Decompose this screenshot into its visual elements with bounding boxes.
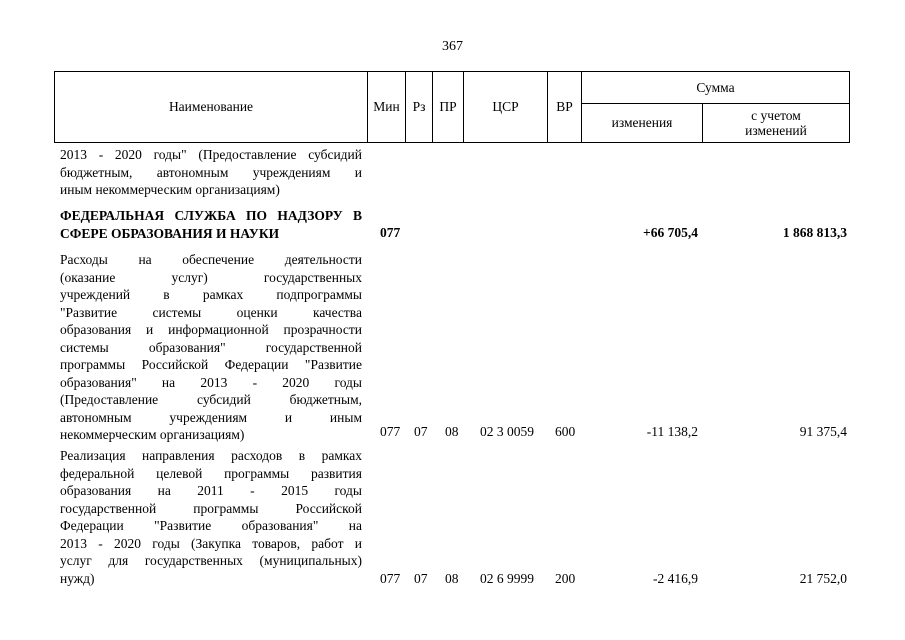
name-line: программы Российской Федерации "Развитие <box>60 357 362 372</box>
name-line: учреждений в рамках подпрограммы <box>60 287 362 302</box>
name-line: некоммерческим организациям) <box>60 427 245 442</box>
row-2-pr: 08 <box>445 424 459 439</box>
name-line: бюджетным, автономным учреждениям и <box>60 164 362 180</box>
page-number: 367 <box>442 39 463 54</box>
table-row-0-name <box>60 146 362 199</box>
row-3-csr: 02 6 9999 <box>480 571 534 586</box>
name-line: (оказание услуг) государственных <box>60 269 362 285</box>
header-pr: ПР <box>433 72 464 142</box>
name-line: Федерации "Развитие образования" на <box>60 518 362 533</box>
name-line: СФЕРЕ ОБРАЗОВАНИЯ И НАУКИ <box>60 225 280 241</box>
name-line: автономным учреждениям и иным <box>60 409 362 425</box>
name-line: системы образования" государственной <box>60 339 362 355</box>
table-header <box>54 71 850 143</box>
name-line: ФЕДЕРАЛЬНАЯ СЛУЖБА ПО НАДЗОРУ В <box>60 208 362 223</box>
header-csr: ЦСР <box>464 72 548 142</box>
header-name: Наименование <box>55 72 368 142</box>
header-with-change-label: с учетом изменений <box>745 107 807 138</box>
table-row-1-name <box>60 207 362 242</box>
header-sum: Сумма <box>582 72 849 104</box>
row-3-pr: 08 <box>445 571 459 586</box>
row-1-min: 077 <box>380 225 401 240</box>
name-line: государственной программы Российской <box>60 500 362 516</box>
name-line: услуг для государственных (муниципальных) <box>60 553 362 568</box>
row-2-change: -11 138,2 <box>646 424 698 439</box>
row-2-min: 077 <box>380 424 401 439</box>
header-vr: ВР <box>548 72 582 142</box>
name-line: образования" на 2013 - 2020 годы <box>60 374 362 390</box>
header-with-change <box>703 103 849 142</box>
name-line: федеральной целевой программы развития <box>60 465 362 481</box>
row-1-change: +66 705,4 <box>643 225 698 240</box>
table-row-2-name <box>60 251 362 444</box>
row-3-rz: 07 <box>414 571 428 586</box>
header-rz: Рз <box>406 72 433 142</box>
header-min: Мин <box>368 72 406 142</box>
row-2-total: 91 375,4 <box>799 424 847 439</box>
name-line: нужд) <box>60 570 95 586</box>
row-3-min: 077 <box>380 571 401 586</box>
name-line: "Развитие системы оценки качества <box>60 304 362 320</box>
name-line: 2013 - 2020 годы (Закупка товаров, работ и <box>60 535 362 551</box>
name-line: Реализация направления расходов в рамках <box>60 448 362 463</box>
name-line: Расходы на обеспечение деятельности <box>60 252 362 267</box>
row-1-total: 1 868 813,3 <box>782 225 847 240</box>
header-change: изменения <box>582 103 703 142</box>
name-line: 2013 - 2020 годы" (Предоставление субсидий <box>60 147 362 162</box>
row-3-vr: 200 <box>555 571 576 586</box>
table-row-3-name <box>60 447 362 587</box>
row-2-csr: 02 3 0059 <box>480 424 534 439</box>
name-line: образования и информационной прозрачности <box>60 322 362 337</box>
row-2-vr: 600 <box>555 424 576 439</box>
row-2-rz: 07 <box>414 424 428 439</box>
name-line: иным некоммерческим организациям) <box>60 182 280 197</box>
row-3-total: 21 752,0 <box>799 571 847 586</box>
name-line: (Предоставление субсидий бюджетным, <box>60 392 362 407</box>
row-3-change: -2 416,9 <box>653 571 698 586</box>
name-line: образования на 2011 - 2015 годы <box>60 483 362 498</box>
